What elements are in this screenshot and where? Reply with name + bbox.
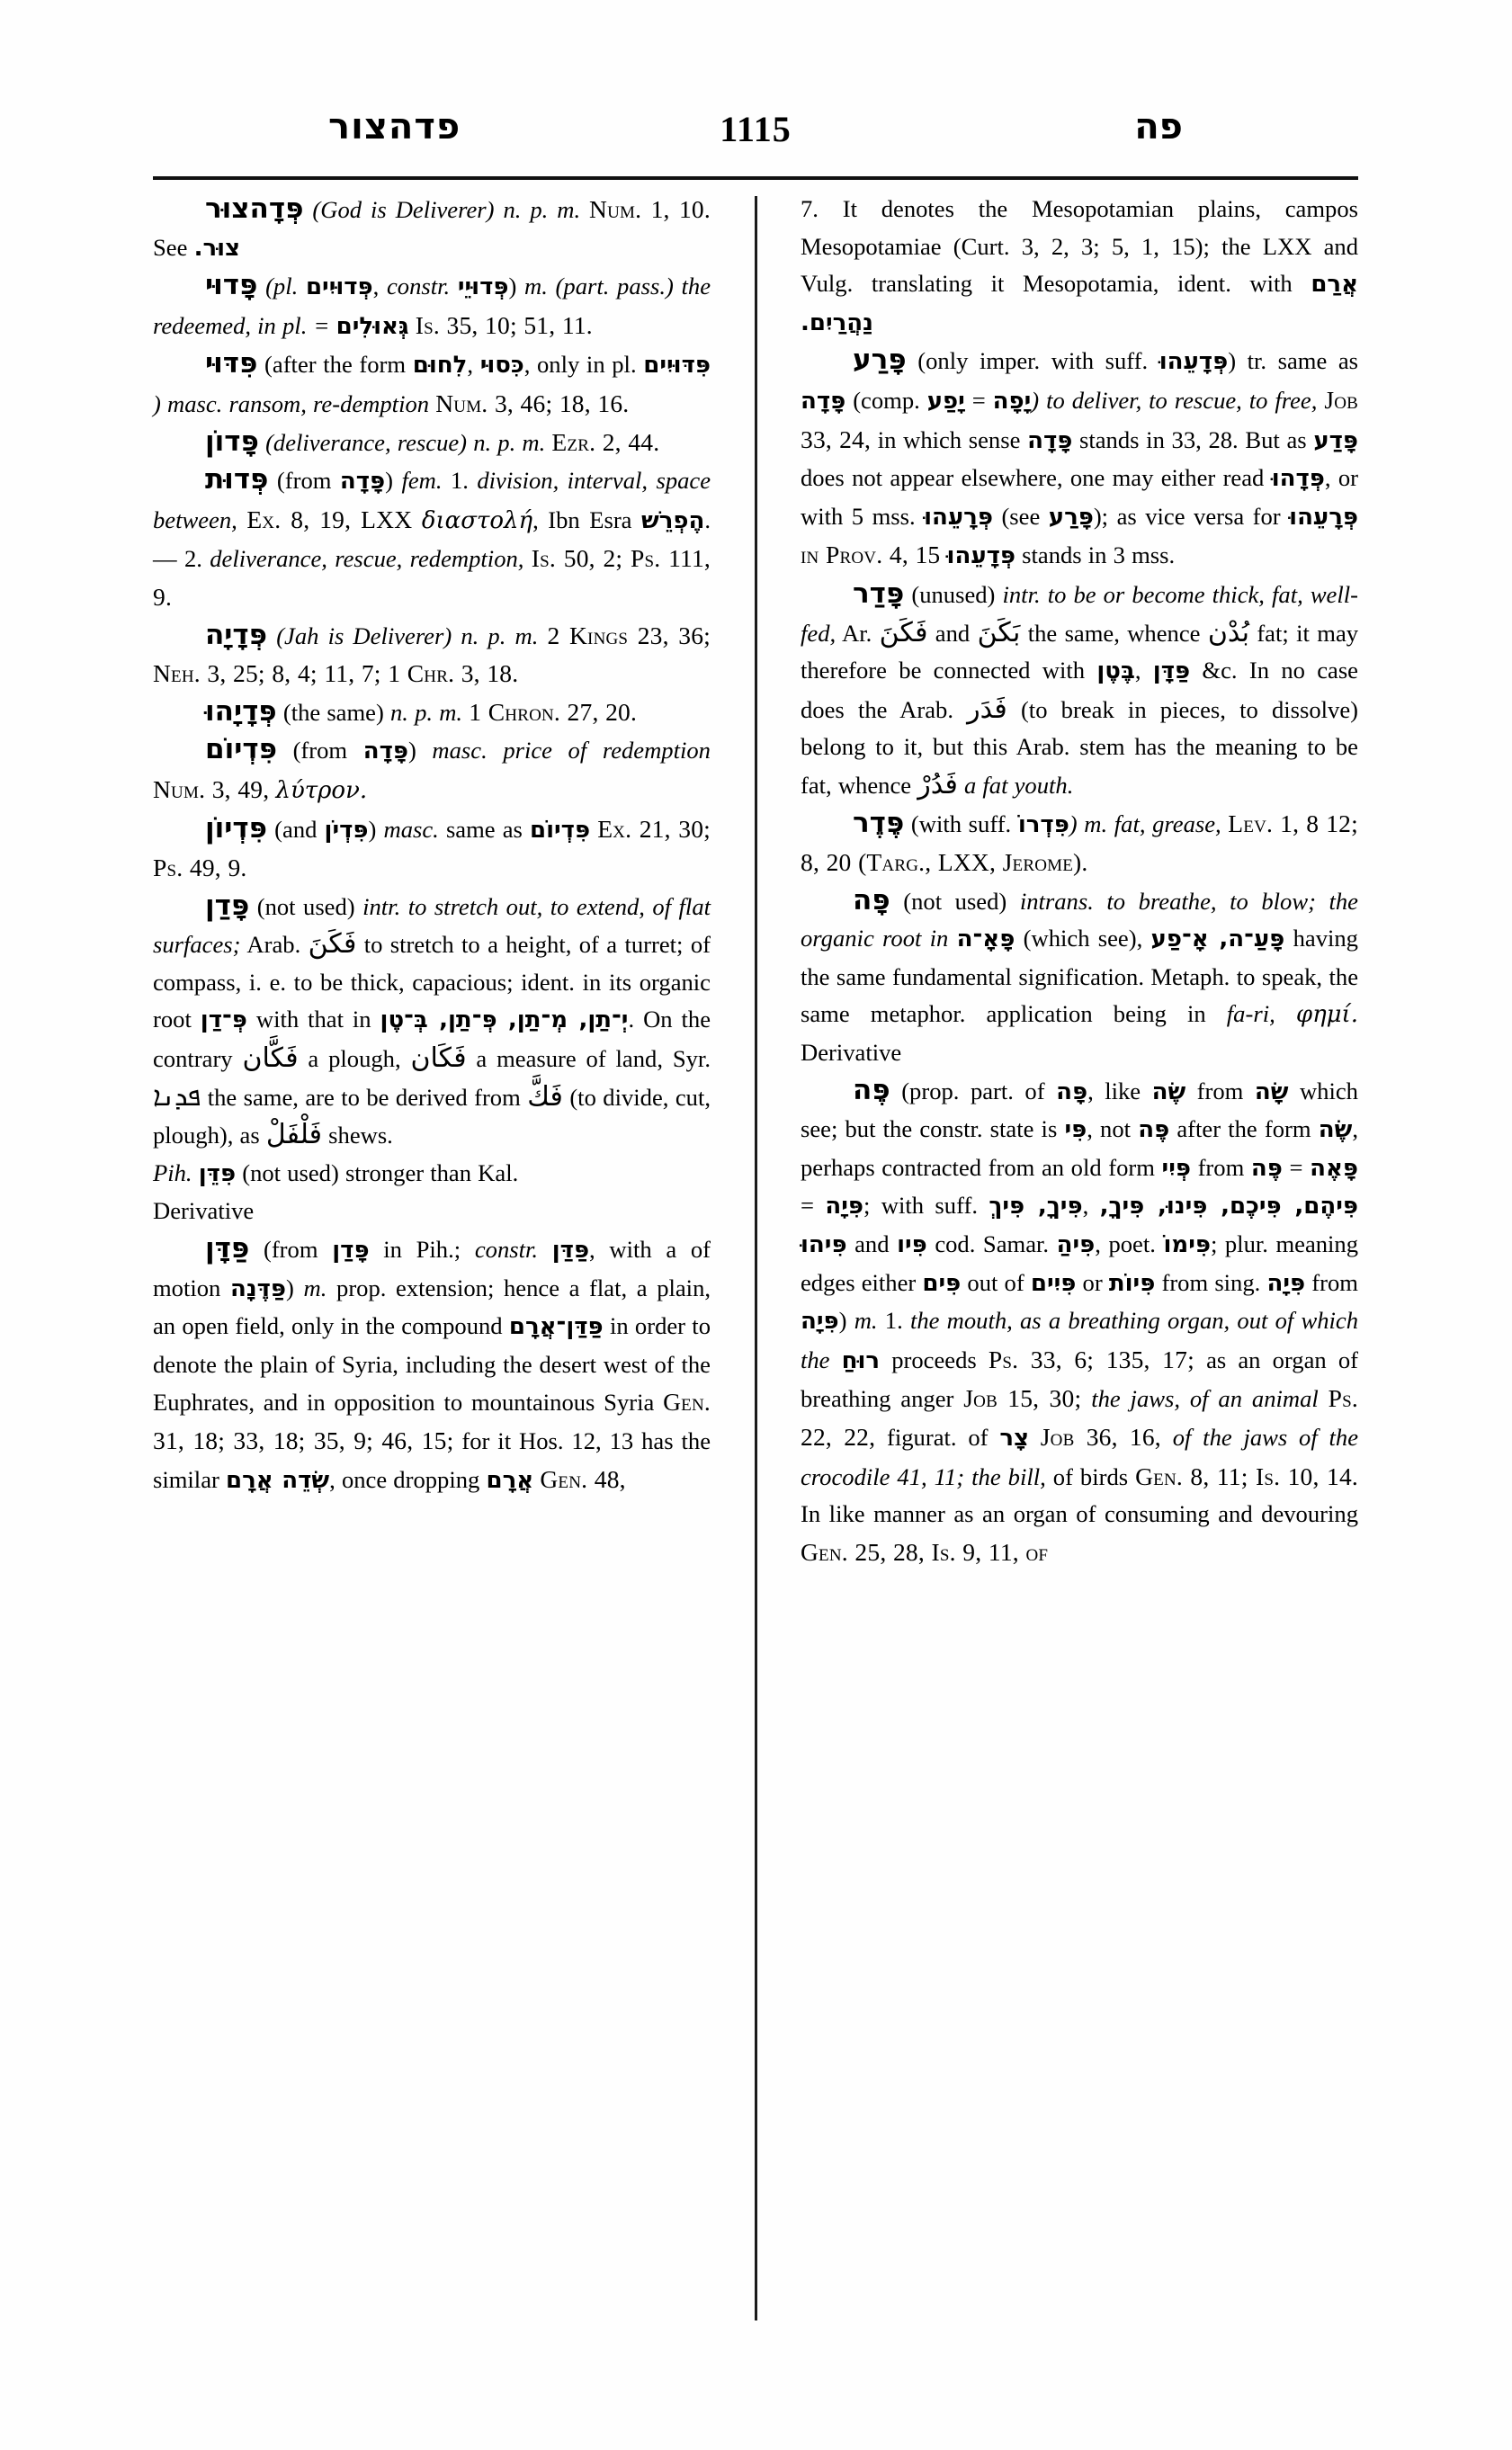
lemma-hebrew: פָּה [853,883,890,917]
from-hebrew: פָּדָה [339,468,386,496]
arabic-gloss-4: (to divide, cut, plough), as [153,1083,711,1149]
constr-label: constr. [387,273,451,300]
tsar-hebrew: צָר [999,1425,1029,1452]
and-label: and [854,1230,890,1258]
entry-peder [801,805,1358,882]
sense-1-text: division, interval, space between, [153,467,711,533]
arabic-label: Arab. [246,931,301,959]
entry-pedayah [153,617,711,693]
codex-label: cod. Samar. [935,1230,1050,1258]
parts-of-speech: n. p. m. [390,698,463,726]
entry-pedayahu [153,693,711,732]
codex-hebrew: פִּיהַ [1056,1231,1096,1259]
body-text: fat; it may therefore be connected with [801,619,1359,684]
paren-close: ) [385,467,394,495]
entry-pidyon [153,810,711,888]
out-of-label: out of [967,1268,1024,1296]
em-dash: — [153,545,177,573]
lemma-hebrew: פֶּדֶר [853,806,905,839]
constr-label: constr. [474,1236,539,1264]
scripture-refs-1: Ps. 33, 6; 135, 17; [988,1345,1194,1373]
body-text: to stretch to a height, of a turret; of compass, i. e. to be thick, capacious; ident. in its organic root [153,931,711,1033]
edges-hebrew-2: פִּיִים [1030,1269,1077,1297]
entry-pedon [153,424,711,462]
similar-hebrew: שְׂדֵה אֲרָם [226,1466,330,1494]
from-label-3: from [1311,1268,1358,1296]
equivalent-hebrew: גְּאוּלִים [336,312,409,340]
equation-hebrew-2: פָּאֶה [1310,1154,1358,1182]
authority-hebrew: הֶפְרֵשׁ [641,506,705,534]
paren-close: ) [286,1274,294,1301]
same-as-hebrew: פָּדָה [801,387,846,415]
comma: , [523,351,531,379]
related-hebrew-2: פַּדָּן [1152,657,1191,685]
constr-hebrew: פְּדוּיֵי [457,273,509,301]
equals-sign-2: = [801,1192,814,1220]
sense-number-2: 2. [183,545,202,573]
root-hebrew: פְּ־דַן [200,1006,247,1034]
or-label: or [1082,1268,1103,1296]
sense-hebrew: פָּדָה [1027,426,1073,454]
arabic-term-5: فَدُرْ [917,768,958,800]
equation-hebrew-1: פֶּה [1250,1154,1283,1182]
arabic-term-3: فَكَان [410,1042,467,1075]
gender: m. [854,1307,878,1335]
body-text: with that in [255,1006,371,1033]
variant-hebrew: פִּדְיֹן [324,816,369,844]
form-hebrew-1: לִחוּם [412,352,468,380]
entry-padar [801,576,1358,805]
body-text: ) tr. same as [1228,347,1358,375]
parts-of-speech: n. p. m. [503,196,581,223]
lemma-hebrew: פְּדוּת [205,463,269,496]
body-text: as an organ of breathing anger [801,1346,1358,1413]
from-label-2: from [1197,1153,1245,1181]
definition: ) m. fat, grease, [1069,809,1221,837]
greek-term: λύτρον. [275,776,368,804]
arabic-term-5: فَلْفَلْ [265,1119,323,1151]
arabic-label: Ar. [842,619,872,647]
comma: , [467,351,474,379]
poetic-hebrew: פִּימוֹ [1163,1231,1211,1259]
right-column [801,191,1358,2340]
body-text: shews. [328,1122,393,1149]
sense-number: 7. [801,195,819,222]
definition: intrans. to breathe, to blow; the organic root in [801,887,1358,952]
scripture-refs: Lev. 1, 8 12; 8, 20 (Targ., LXX, Jerome). [801,809,1358,877]
scripture-refs: Num. 1, 10. [589,195,711,223]
body-text: , not [1087,1115,1132,1143]
gender: masc. [383,815,439,843]
body-text: &c. In no case does the Arab. [801,657,1358,723]
body-text: , perhaps contracted from an old form [801,1115,1358,1181]
and-label: (and [274,815,318,843]
lemma-hebrew: פַּדָּן [205,1232,250,1265]
read-hebrew: פְּדָהוּ [1271,465,1325,493]
scripture-refs-1: Job 33, 24, [801,385,1359,453]
gender: m. [303,1274,327,1301]
lemma-hebrew: פְּדָיָהוּ [205,694,277,728]
arabic-term-4: فَكَّ [527,1080,563,1113]
derivative-label: Derivative [801,1039,902,1067]
usage-note: (not used) [256,892,355,920]
entry-padan-piel [153,1155,711,1194]
ident-hebrew: אֲרַם נַהֲרַיִם. [801,271,1358,336]
column-divider [755,196,757,2320]
body-text: ); as vice versa for [1093,502,1281,530]
greek-term: φημί. [1295,1001,1358,1029]
text-columns [153,191,1358,2340]
plural-label: ; plur. meaning edges either [801,1230,1359,1296]
only-in-pl: only in pl. [537,351,637,379]
cross-ref-hebrew: צוּר. [193,234,240,262]
from-hebrew: פָּדָה [362,738,408,765]
comma: , [1134,657,1141,684]
syriac-term: ܦܕܢܐ [153,1080,201,1113]
comma: , [532,505,539,533]
form-hebrew: שֶׂה [1318,1116,1353,1144]
entry-pidduy [153,345,711,423]
sense-number-1: 1. [450,467,469,495]
period: . [704,505,711,533]
gender: m. [524,273,548,300]
suffix-hebrew: פִּדְרוֹ [1017,810,1069,838]
definition: prop. extension; hence a flat, a plain, an open field, only in the compound [153,1274,711,1340]
entry-peduy [153,267,711,345]
motion-hebrew: פַּדֶּנָה [230,1274,287,1302]
old-form-hebrew: פְּיִי [1161,1154,1191,1182]
equation-hebrew-3: פִּיָה [825,1193,864,1221]
running-head [153,106,1358,171]
see-label: (see [1001,502,1041,530]
body-text: It denotes the Mesopotamian plains, campos Mesopotamiae (Curt. 3, 2, 3; 5, 1, 15); the LXX and Vulg. translating it Mesopotamia, ident. with [801,195,1358,298]
body-text: (which see), [1023,925,1143,952]
lemma-hebrew: פִּדּוּי [205,347,258,380]
dropped-hebrew: אֲרָם [486,1466,534,1494]
related-hebrew-1: בֶּטֶן [1096,657,1135,685]
piel-note: (not used) stronger than Kal. [242,1158,519,1186]
sense-number-1: 1. [884,1307,903,1335]
entry-padahzur [153,191,711,267]
definition: (part. pass.) the redeemed, in pl. = [153,273,711,339]
entry-paddan [153,1230,711,1499]
body-text: for it Hos. 12, 13 has the similar [153,1427,711,1493]
suffix-hebrew: פְּדָעֵהוּ [1159,348,1229,376]
in-piel-label: in Pih.; [383,1236,461,1264]
from-label: (from [263,1236,318,1264]
syriac-label: Syr. [672,1045,711,1073]
gender: masc. [432,737,488,765]
compare-hebrew-1: יָפַע [926,387,965,415]
usage-note: (prop. part. of [901,1077,1045,1104]
compound-hebrew: פַּדַּן־אֲרָם [508,1313,604,1341]
lemma-hebrew: פָּדוֹן [205,425,259,458]
lemma-hebrew: פָּדַר [853,577,905,610]
body-text: . On the contrary [153,1006,711,1073]
see-hebrew: פָּרַע [1048,503,1094,531]
comma: , [589,1236,595,1264]
compare-label: (comp. [853,386,920,414]
paren-close: ) [368,815,377,843]
scripture-refs: Ex. 21, 30; Ps. 49, 9. [153,814,711,882]
lemma-hebrew: פֶּה [853,1073,890,1106]
authority-name: Ibn Esra [548,505,632,533]
running-head-left-hebrew: פדהצור [328,106,461,148]
body-text: (to break in pieces, to dissolve) belong to it, but this Arab. stem has the meaning to be fat, whence [801,695,1359,799]
from-hebrew: שָׂה [1254,1077,1289,1105]
scripture-refs: 1 Chron. 27, 20. [469,697,638,726]
greek-term: διαστολή [421,506,533,534]
usage-note: (unused) [911,580,996,608]
body-text: of birds [1052,1462,1129,1490]
scripture-refs: Ezr. 2, 44. [551,427,660,456]
lemma-hebrew: פָּדוּי [205,269,258,302]
gloss: (God is Deliverer) [312,196,495,223]
body-text: proceeds [891,1346,977,1373]
see-label: See [153,233,188,261]
singular-hebrew-2: פִּיָה [801,1308,839,1336]
gloss: (the same) [282,698,384,726]
same-as-hebrew: פִּדְיוֹם [529,816,591,844]
arabic-term-1: فَكَنَ [879,616,928,648]
poetic-label: poet. [1108,1230,1156,1258]
root-hebrew-2: פָּעַ־ה, אָ־פַע [1150,925,1285,953]
body-text: stands in 33, 28. But as [1079,425,1307,453]
body-text: in which sense [877,425,1021,453]
from-label: (from [276,467,332,495]
arabic-gloss-3: a measure of land, [476,1045,663,1073]
entry-padan [153,888,711,1155]
arabic-gloss-2: a plough, [308,1045,401,1073]
like-label: , like [1087,1077,1141,1104]
body-text: figurat. of [887,1424,989,1451]
entry-sense-7 [801,191,1358,342]
entry-pah [801,882,1358,1072]
usage-note: (only imper. with suff. [917,347,1149,375]
part-hebrew: פָּה [1056,1077,1088,1105]
not-hebrew: פֶּה [1138,1116,1170,1144]
from-label: from [1196,1077,1244,1104]
body-text: , or with 5 mss. [801,464,1359,530]
piel-label: Pih. [153,1158,192,1186]
usage-note: (not used) [903,887,1007,915]
prov-ref: in Prov. 4, 15 [801,541,941,569]
body-text: the same, are to be derived from [207,1083,521,1111]
prov-hebrew: פְּדָעֵהוּ [946,542,1015,570]
scripture-refs: Is. 35, 10; 51, 11. [415,310,593,339]
singular-hebrew-1: פִּיָה [1266,1269,1306,1297]
definition: ) masc. ransom, re- [153,389,341,417]
lemma-variant-hebrew: פָּדַע [1313,426,1359,454]
gloss: (deliverance, rescue) [265,428,468,456]
entry-pidyom [153,731,711,809]
definition-cont: demption [340,389,430,417]
plural-hebrew: פְּדוּיִים [305,273,373,301]
parts-of-speech: n. p. m. [473,428,546,456]
edges-hebrew-3: פִּיוֹת [1108,1269,1156,1297]
paren-close: ) [407,737,416,765]
body-text: stands in 3 mss. [1022,541,1176,569]
bill-text: the bill, [971,1462,1046,1490]
lemma-hebrew: פְּדָהצוּר [205,192,304,225]
sense-1-refs: Ex. 8, 19, LXX [246,505,413,533]
entry-pedut [153,461,711,616]
body-text: a fat youth. [963,771,1074,799]
arabic-term-3: بُدْن [1207,616,1249,648]
equals-sign-1: = [1289,1153,1303,1181]
and-hebrew: פִּיו [897,1231,927,1259]
scripture-refs: Gen. 31, 18; 33, 18; 35, 9; 46, 15; [153,1388,711,1454]
usage-note: (with suff. [910,809,1012,837]
derivative-label-left [153,1193,711,1230]
scripture-refs-4: Job 36, 16, [1040,1423,1161,1451]
form-hebrew-2: כִּסוּי [479,352,524,380]
form-label: (after the form [264,351,407,379]
like-hebrew: שֶׂה [1151,1077,1186,1105]
with-suff-label: ; with suff. [863,1192,978,1220]
entry-peh [801,1072,1358,1572]
mss-hebrew: פְּרָעֵהוּ [924,503,993,531]
paren-close: ) [838,1307,847,1335]
definition: price of redemption [503,737,711,765]
scripture-refs-tail: Gen. 48, [540,1464,626,1493]
lemma-hebrew: פָּדַן [205,889,250,922]
paren-close: ) [508,273,517,300]
with-a-of-motion: with a of motion [153,1236,711,1301]
body-text: in order to denote the plain of Syria, including the desert west of the Euphrates, and in opposition to mountainous Syria [153,1312,711,1417]
definition: ) to deliver, to rescue, to free, [1031,386,1318,414]
gender: fem. [401,467,443,495]
compare-hebrew-2: יָפָה [992,387,1032,415]
sense-2-text: deliverance, rescue, redemption, [210,545,524,573]
entry-pada [801,342,1358,576]
root-hebrew-1: פָּאָ־ה [956,925,1015,953]
scripture-refs: Num. 3, 46; 18, 16. [435,389,630,417]
vice-versa-hebrew: פְּרָעֵהוּ [1289,503,1358,531]
scripture-refs: Num. 3, 49, [153,774,270,803]
body-text: after the form [1176,1115,1311,1143]
same-as-label: same as [445,815,523,843]
arabic-term-4: فَدَر [967,693,1007,725]
body-text: , once dropping [329,1465,480,1493]
plural-label: (pl. [265,273,299,300]
lemma-hebrew: פִּדְיוֹם [205,733,277,766]
scripture-refs-6: Gen. 25, 28, Is. 9, 11, of [801,1537,1049,1566]
suffix-list-2: פִּיהֶם, פִּיכֶם, פִּינוּ, פִּיךָ, פִּיהוּ [801,1193,1359,1259]
comma: , [1095,1230,1101,1258]
scripture-refs-3: Ps. 22, 22, [801,1384,1359,1451]
comma: , [1082,1192,1089,1220]
scripture-refs-5: Gen. 8, 11; Is. 10, 14. [1135,1462,1358,1490]
from-label: (from [292,737,348,765]
lemma-hebrew: פָּרַע [853,344,907,377]
derivative-label: Derivative [153,1197,255,1225]
header-rule [153,176,1358,180]
left-column [153,191,711,2340]
definition: intr. to be or become thick, fat, well-fed, [801,580,1358,647]
constr-hebrew: פַּדַּן [551,1237,590,1265]
gloss: (Jah is Deliverer) [276,621,452,649]
cognates-hebrew: יְ־תַן, מְ־תַן, פְּ־תַן, בְּ־טֶן [380,1006,629,1034]
body-text: of the jaws of the crocodile 41, 11; [801,1424,1359,1490]
ruach-hebrew: רוּחַ [841,1346,881,1374]
page-number: 1115 [720,109,792,149]
arabic-term-2: بَكَنَ [977,616,1021,648]
body-text: having the same fundamental signification. Metaph. to speak, the same metaphor. application being in [801,925,1358,1028]
equals-sign: = [971,386,986,414]
parts-of-speech: n. p. m. [461,621,539,649]
suffix-list-1: פִּיךָ, פִּיךְ [989,1193,1083,1221]
definition: intr. to stretch out, to extend, of flat surfaces; [153,892,711,959]
from-hebrew: פָּדַן [332,1237,370,1265]
and-label: and [935,619,971,647]
plural-hebrew: פִּדּוּיִים [643,352,711,380]
from-sing-label: from sing. [1161,1268,1261,1296]
sense-2-refs: Is. 50, 2; Ps. 111, 9. [153,544,711,611]
constr-hebrew: פִּי [1064,1116,1087,1144]
comma: , [372,273,380,300]
arabic-term-1: فَكَنَ [308,928,357,961]
sense-1-text: the mouth, as a breathing organ, out of which the [801,1307,1358,1373]
scripture-refs-2: Job 15, 30; [963,1384,1082,1413]
scripture-refs: 2 Kings 23, 36; Neh. 3, 25; 8, 4; 11, 7; 1 Chr. 3, 18. [153,621,711,688]
body-text: In like manner as an organ of consuming and devouring [801,1500,1358,1528]
lemma-hebrew: פְּדָיָה [205,618,268,651]
arabic-term-2: فَكَّان [242,1042,299,1075]
lemma-hebrew: פִּדְיוֹן [205,811,268,845]
body-text: the same, whence [1027,619,1201,647]
body-text: the jaws, of an animal [1091,1385,1319,1413]
body-text: does not appear elsewhere, one may either read [801,464,1265,492]
body-text: which see; but the constr. state is [801,1077,1358,1143]
running-head-right-hebrew: פה [1134,106,1183,148]
piel-hebrew: פִּדֵּן [198,1159,237,1187]
latin-form: fa-ri, [1226,1000,1275,1028]
edges-hebrew-1: פִּים [922,1269,962,1297]
